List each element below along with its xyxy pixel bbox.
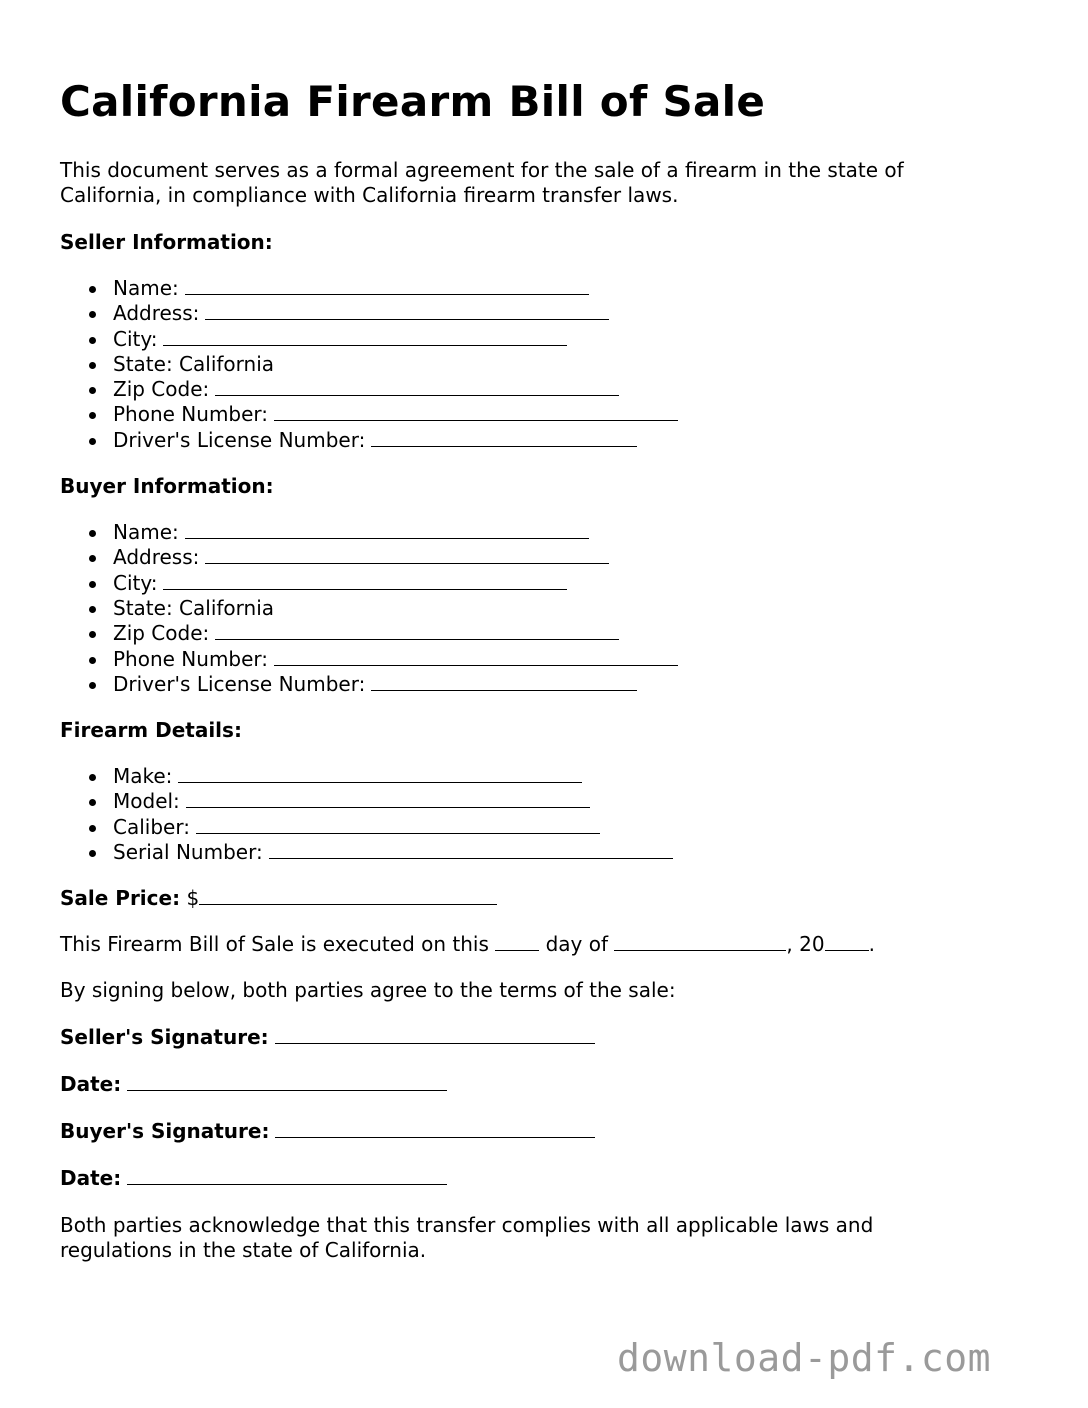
sale-price-label: Sale Price:: [60, 886, 181, 911]
execution-text-2: day of: [545, 932, 609, 957]
seller-city-field[interactable]: [163, 327, 567, 346]
firearm-list: [60, 764, 1040, 865]
currency-symbol: $: [186, 886, 200, 911]
execution-text-3: , 20: [786, 932, 825, 957]
buyer-date-field[interactable]: [127, 1166, 447, 1185]
seller-signature-field[interactable]: [275, 1025, 595, 1044]
firearm-caliber-label: Caliber:: [113, 814, 190, 839]
execution-year-field[interactable]: [825, 932, 869, 951]
execution-month-field[interactable]: [614, 932, 786, 951]
seller-signature-label: Seller's Signature:: [60, 1025, 269, 1050]
seller-license-label: Driver's License Number:: [113, 427, 366, 452]
document-page: [60, 0, 1040, 1263]
buyer-license-label: Driver's License Number:: [113, 671, 366, 696]
buyer-zip-item: [113, 621, 1040, 646]
buyer-city-label: City:: [113, 570, 158, 595]
seller-state-text: State: California: [113, 351, 275, 376]
watermark-text: download-pdf.com: [617, 1336, 992, 1380]
document-title: California Firearm Bill of Sale: [60, 77, 766, 126]
buyer-name-item: [113, 520, 1040, 545]
buyer-zip-field[interactable]: [215, 621, 619, 640]
seller-date-field[interactable]: [127, 1072, 447, 1091]
execution-line: [60, 932, 1040, 957]
seller-name-field[interactable]: [185, 276, 589, 295]
buyer-name-field[interactable]: [185, 520, 589, 539]
execution-text-1: This Firearm Bill of Sale is executed on this: [60, 932, 489, 957]
execution-day-field[interactable]: [495, 932, 539, 951]
seller-date-row: [60, 1072, 1040, 1097]
buyer-signature-field[interactable]: [275, 1119, 595, 1138]
seller-phone-field[interactable]: [274, 402, 678, 421]
buyer-date-row: [60, 1166, 1040, 1191]
seller-city-label: City:: [113, 326, 158, 351]
firearm-make-label: Make:: [113, 764, 173, 789]
buyer-signature-label: Buyer's Signature:: [60, 1119, 270, 1144]
buyer-address-label: Address:: [113, 545, 200, 570]
firearm-make-field[interactable]: [178, 764, 582, 783]
seller-heading: Seller Information:: [60, 230, 273, 254]
firearm-model-label: Model:: [113, 789, 180, 814]
buyer-name-label: Name:: [113, 520, 179, 545]
seller-license-field[interactable]: [371, 428, 637, 447]
buyer-state-text: State: California: [113, 595, 275, 620]
seller-signature-row: [60, 1025, 1040, 1050]
firearm-serial-label: Serial Number:: [113, 840, 263, 865]
seller-zip-item: [113, 377, 1040, 402]
seller-state-item: [113, 352, 1040, 377]
seller-address-item: [113, 301, 1040, 326]
seller-phone-label: Phone Number:: [113, 402, 269, 427]
seller-address-field[interactable]: [205, 301, 609, 320]
seller-list: [60, 276, 1040, 453]
buyer-phone-field[interactable]: [274, 647, 678, 666]
buyer-license-field[interactable]: [371, 672, 637, 691]
buyer-heading: Buyer Information:: [60, 474, 274, 499]
agreement-paragraph: By signing below, both parties agree to the terms of the sale:: [60, 978, 676, 1003]
seller-address-label: Address:: [113, 301, 200, 326]
firearm-caliber-item: [113, 815, 1040, 840]
sale-price-row: [60, 886, 1040, 911]
firearm-caliber-field[interactable]: [196, 815, 600, 834]
seller-name-item: [113, 276, 1040, 301]
seller-zip-label: Zip Code:: [113, 377, 210, 402]
firearm-serial-field[interactable]: [269, 840, 673, 859]
buyer-phone-item: [113, 647, 1040, 672]
seller-date-label: Date:: [60, 1072, 122, 1097]
firearm-serial-item: [113, 840, 1040, 865]
buyer-address-field[interactable]: [205, 545, 609, 564]
seller-name-label: Name:: [113, 276, 179, 300]
firearm-heading: Firearm Details:: [60, 718, 242, 743]
intro-paragraph: This document serves as a formal agreement for the sale of a firearm in the state of California, in compliance with California firearm transfer laws.: [60, 158, 904, 207]
firearm-make-item: [113, 764, 1040, 789]
buyer-list: [60, 520, 1040, 697]
buyer-license-item: [113, 672, 1040, 697]
firearm-model-item: [113, 789, 1040, 814]
buyer-state-item: [113, 596, 1040, 621]
execution-text-4: .: [868, 932, 875, 957]
buyer-city-item: [113, 571, 1040, 596]
closing-paragraph: Both parties acknowledge that this transfer complies with all applicable laws and regulations in the state of California.: [60, 1213, 874, 1263]
buyer-phone-label: Phone Number:: [113, 646, 269, 671]
seller-phone-item: [113, 402, 1040, 427]
buyer-signature-row: [60, 1119, 1040, 1144]
sale-price-field[interactable]: [199, 886, 497, 905]
seller-zip-field[interactable]: [215, 377, 619, 396]
buyer-city-field[interactable]: [163, 571, 567, 590]
seller-city-item: [113, 327, 1040, 352]
buyer-zip-label: Zip Code:: [113, 621, 210, 646]
seller-license-item: [113, 428, 1040, 453]
buyer-address-item: [113, 545, 1040, 570]
firearm-model-field[interactable]: [186, 789, 590, 808]
buyer-date-label: Date:: [60, 1166, 122, 1191]
